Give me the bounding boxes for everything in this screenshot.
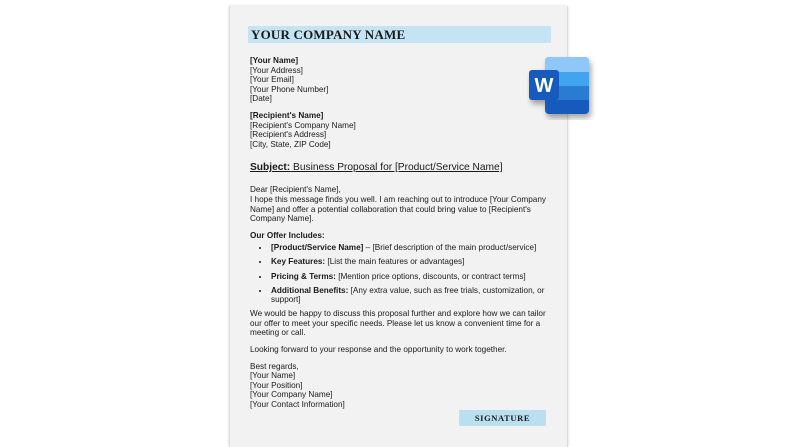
word-icon — [527, 56, 597, 120]
company-name-header: YOUR COMPANY NAME — [248, 26, 551, 43]
signoff-regards: Best regards, — [250, 361, 299, 371]
offer-label: Pricing & Terms: — [271, 271, 336, 281]
sender-block — [250, 56, 548, 104]
sender-phone: [Your Phone Number] — [250, 84, 329, 94]
offer-text: [Any extra value, such as free trials, customization, or support] — [271, 285, 545, 305]
subject-line — [250, 161, 548, 174]
signoff-name: [Your Name] — [250, 371, 296, 381]
signoff-contact: [Your Contact Information] — [250, 400, 345, 410]
salutation: Dear [Recipient's Name], — [250, 185, 341, 195]
offer-text: – [Brief description of the main product/service] — [363, 243, 537, 253]
subject-label: Subject: — [250, 162, 291, 174]
word-icon-letter: W — [534, 75, 554, 97]
signoff-position: [Your Position] — [250, 380, 303, 390]
intro-paragraph: I hope this message finds you well. I am reaching out to introduce [Your Company Name] and offer a potential collaboration that could bring value to [Recipient's Company Name]. — [250, 194, 546, 224]
discuss-text: We would be happy to discuss this proposal further and explore how we can tailor our offer to meet your specific needs. Please let us know a convenient time for a meeting or call. — [250, 309, 546, 338]
offer-list — [250, 243, 548, 304]
offer-text: [Mention price options, discounts, or contract terms] — [335, 271, 526, 281]
recipient-address: [Recipient's Address] — [250, 130, 327, 140]
sender-email: [Your Email] — [250, 75, 294, 85]
letter-content — [250, 56, 548, 410]
recipient-company: [Recipient's Company Name] — [250, 120, 356, 130]
offer-heading: Our Offer Includes: — [250, 230, 325, 240]
signoff-company: [Your Company Name] — [250, 390, 333, 400]
subject-text: Business Proposal for [Product/Service Name] — [290, 162, 503, 174]
recipient-name: [Recipient's Name] — [250, 110, 324, 120]
offer-label: [Product/Service Name] — [271, 243, 364, 253]
offer-label: Key Features: — [271, 257, 326, 267]
sender-name: [Your Name] — [250, 56, 299, 65]
list-item — [270, 272, 548, 282]
list-item — [270, 257, 548, 267]
recipient-city: [City, State, ZIP Code] — [250, 139, 331, 149]
closing-line: Looking forward to your response and the opportunity to work together. — [250, 345, 507, 355]
signoff-block — [250, 362, 548, 410]
discuss-paragraph[interactable] — [250, 309, 548, 338]
signature-box: SIGNATURE — [459, 410, 546, 426]
offer-text: [List the main features or advantages] — [325, 257, 465, 267]
offer-label: Additional Benefits: — [271, 285, 349, 295]
sender-address: [Your Address] — [250, 65, 303, 75]
list-item — [270, 286, 548, 305]
document-page — [229, 6, 568, 447]
sender-date: [Date] — [250, 94, 272, 104]
list-item — [270, 243, 548, 253]
recipient-block — [250, 111, 548, 149]
